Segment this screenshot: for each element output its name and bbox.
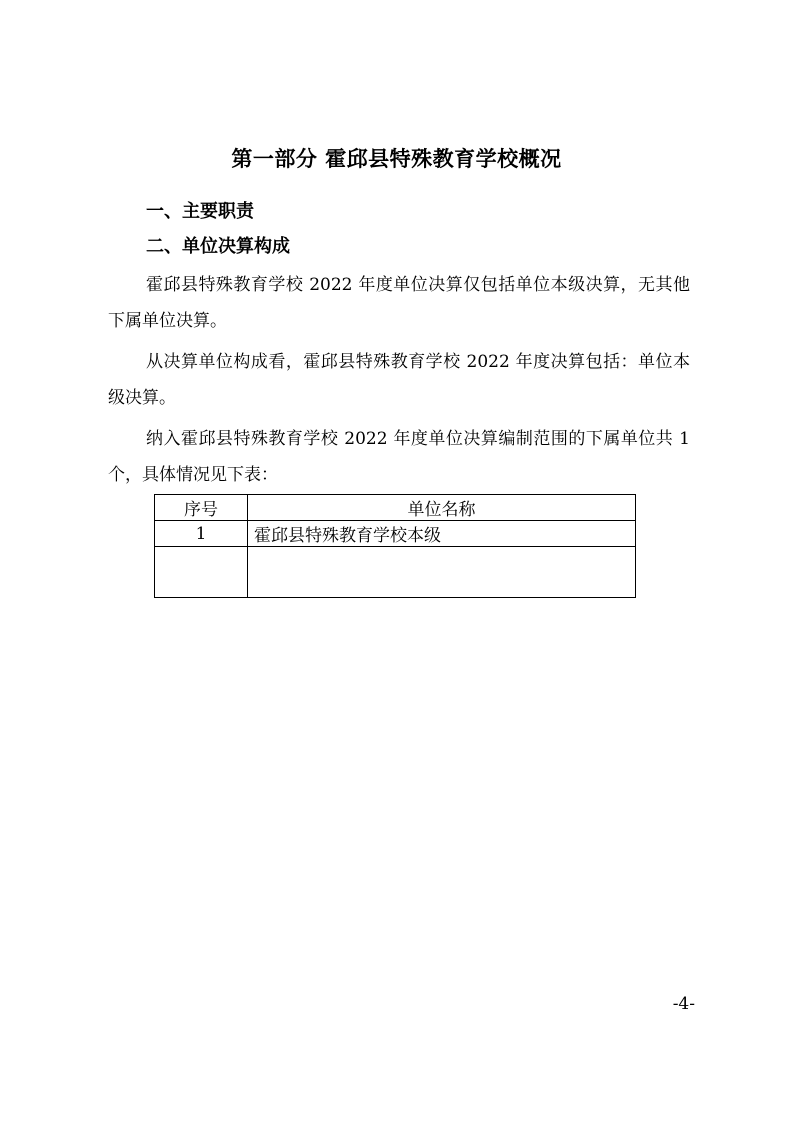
table-header-row	[155, 495, 636, 521]
page-title: 第一部分 霍邱县特殊教育学校概况	[231, 147, 562, 171]
paragraph-budget-scope: 霍邱县特殊教育学校 2022 年度单位决算仅包括单位本级决算，无其他下属单位决算。	[108, 275, 690, 331]
table-cell-unit-name	[248, 547, 636, 598]
unit-table	[154, 494, 636, 598]
paragraph-subordinate-units: 纳入霍邱县特殊教育学校 2022 年度单位决算编制范围的下属单位共 1 个，具体情况见下表：	[108, 429, 690, 485]
table-cell-unit-name: 霍邱县特殊教育学校本级	[248, 521, 636, 547]
page-number: -4-	[672, 994, 695, 1014]
table-header-unit-name: 单位名称	[248, 495, 636, 521]
table-row	[155, 547, 636, 598]
table-header-number: 序号	[155, 495, 248, 521]
paragraph-budget-composition: 从决算单位构成看，霍邱县特殊教育学校 2022 年度决算包括：单位本级决算。	[108, 352, 690, 408]
section-heading-composition: 二、单位决算构成	[146, 236, 290, 257]
section-heading-responsibilities: 一、主要职责	[146, 201, 254, 222]
table-row	[155, 521, 636, 547]
table-cell-number	[155, 547, 248, 598]
table-cell-number: 1	[155, 521, 248, 547]
